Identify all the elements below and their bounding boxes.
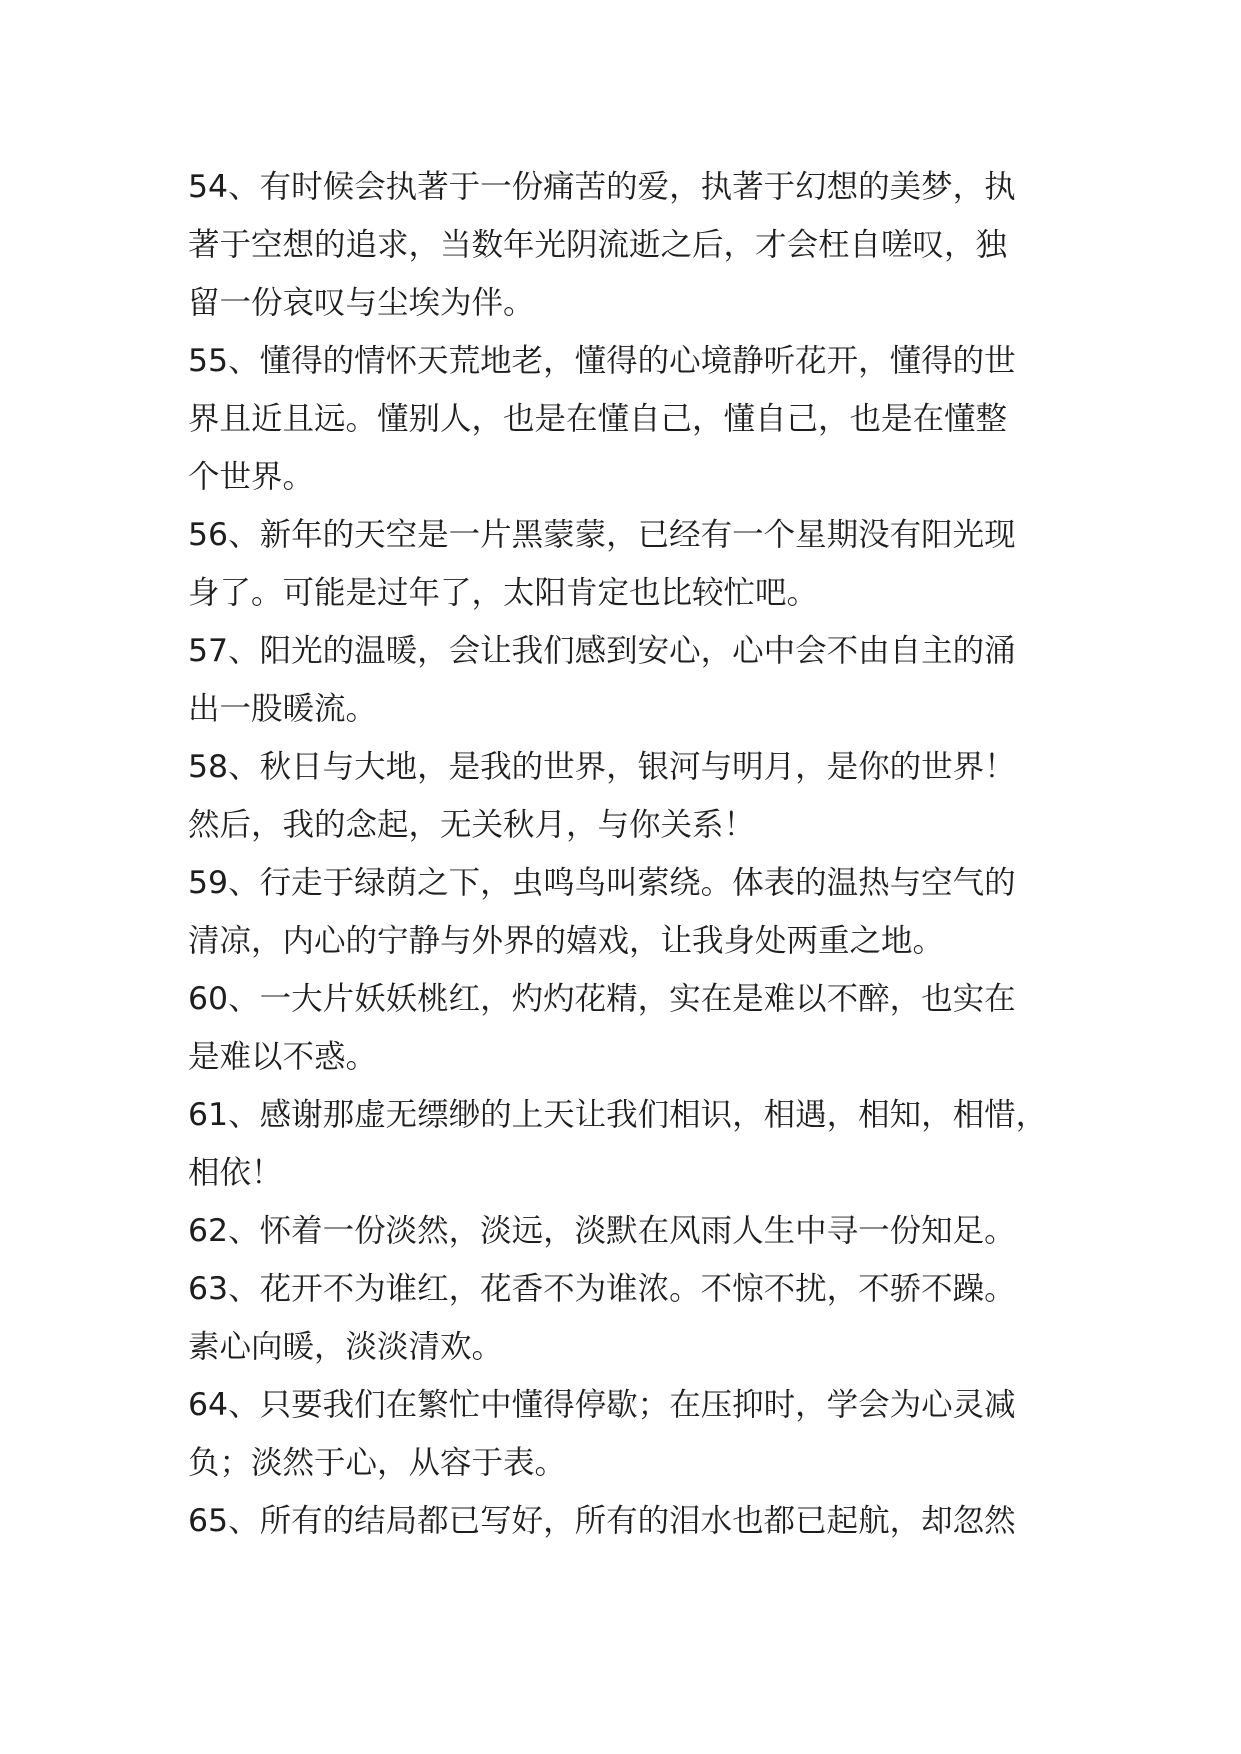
text-line: 出一股暖流。 [188,691,378,727]
text-line: 是难以不惑。 [188,1039,378,1075]
text-line: 留一份哀叹与尘埃为伴。 [188,285,535,321]
text-line: 61、感谢那虚无缥缈的上天让我们相识，相遇，相知，相惜， [188,1097,1048,1133]
text-line: 65、所有的结局都已写好，所有的泪水也都已起航，却忽然 [188,1503,1016,1539]
text-line: 个世界。 [188,459,315,495]
text-line: 57、阳光的温暖，会让我们感到安心，心中会不由自主的涌 [188,633,1016,669]
text-line: 56、新年的天空是一片黑蒙蒙，已经有一个星期没有阳光现 [188,517,1016,553]
text-line: 相依！ [188,1155,283,1191]
text-line: 身了。可能是过年了，太阳肯定也比较忙吧。 [188,575,819,611]
text-line: 55、懂得的情怀天荒地老，懂得的心境静听花开，懂得的世 [188,343,1016,379]
text-line: 60、一大片妖妖桃红，灼灼花精，实在是难以不醉，也实在 [188,981,1016,1017]
text-line: 负；淡然于心，从容于表。 [188,1445,567,1481]
text-line: 清凉，内心的宁静与外界的嬉戏，让我身处两重之地。 [188,923,945,959]
text-line: 58、秋日与大地，是我的世界，银河与明月，是你的世界！ [188,749,1016,785]
text-line: 63、花开不为谁红，花香不为谁浓。不惊不扰，不骄不躁。 [188,1271,1016,1307]
text-line: 62、怀着一份淡然，淡远，淡默在风雨人生中寻一份知足。 [188,1213,1016,1249]
text-line: 著于空想的追求，当数年光阴流逝之后，才会枉自嗟叹，独 [188,227,1008,263]
text-line: 界且近且远。懂别人，也是在懂自己，懂自己，也是在懂整 [188,401,1008,437]
text-line: 64、只要我们在繁忙中懂得停歇；在压抑时，学会为心灵减 [188,1387,1016,1423]
text-line: 然后，我的念起，无关秋月，与你关系！ [188,807,756,843]
text-line: 59、行走于绿荫之下，虫鸣鸟叫萦绕。体表的温热与空气的 [188,865,1016,901]
document-body [188,158,1068,1550]
text-line: 54、有时候会执著于一份痛苦的爱，执著于幻想的美梦，执 [188,169,1016,205]
text-line: 素心向暖，淡淡清欢。 [188,1329,504,1365]
